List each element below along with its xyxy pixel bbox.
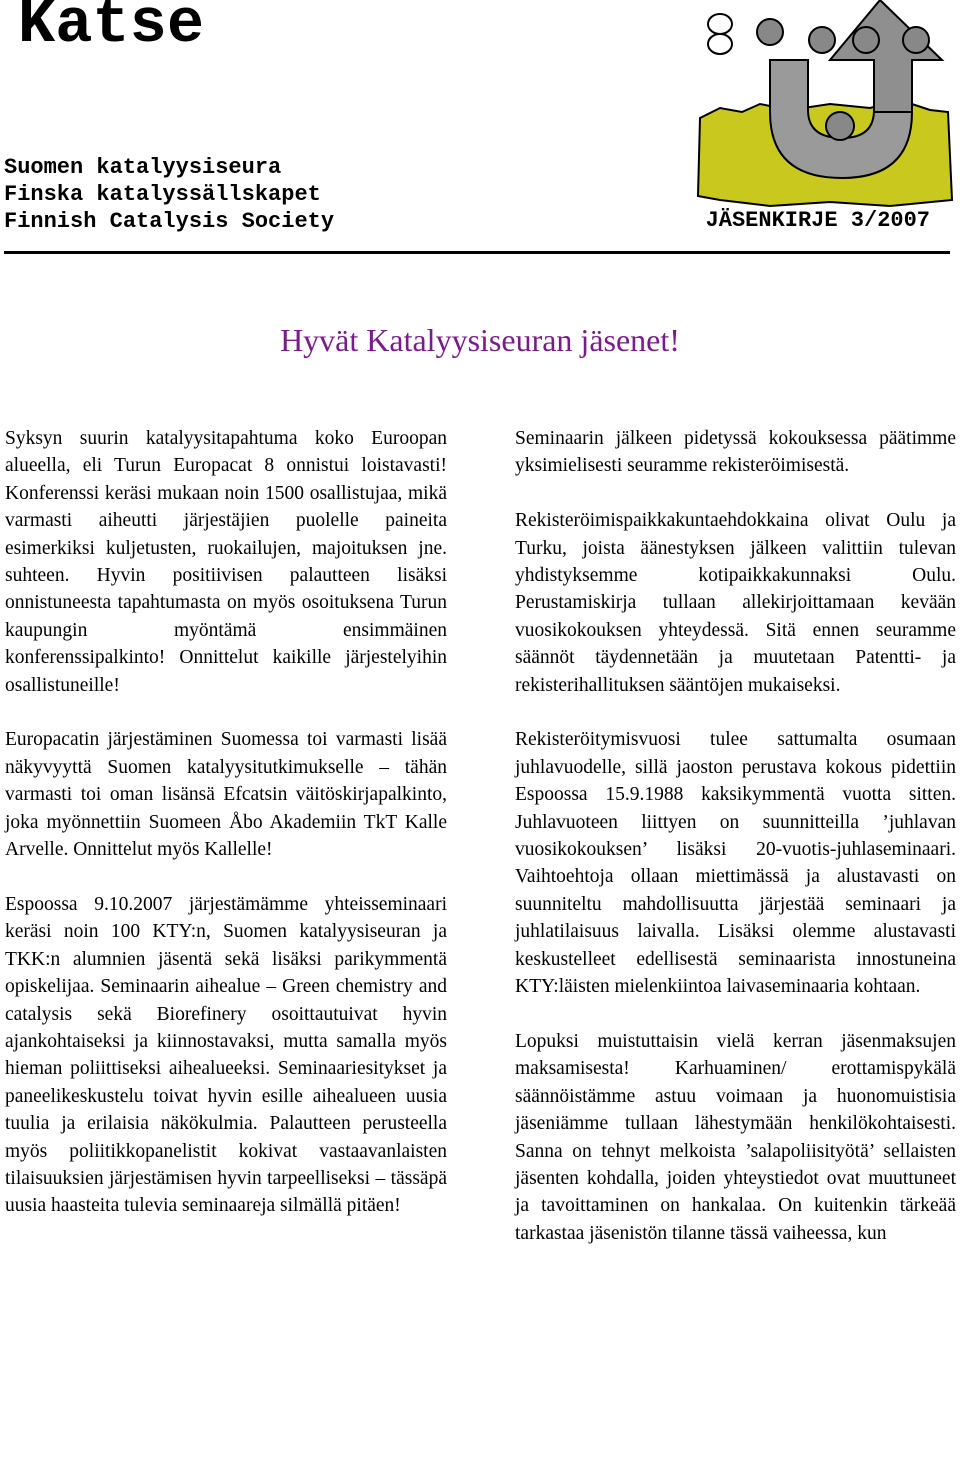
paragraph: Europacatin järjestäminen Suomessa toi varmasti lisää näkyvyyttä Suomen katalyysitutkimukselle – tähän varmasti toi oman lisänsä Efcatsin väitöskirjapalkinto, joka myönnettiin Suomeen Åbo Akademiin TkT Kalle Arvelle. Onnittelut myös Kallelle! (5, 729, 447, 861)
paragraph: Rekisteröimispaikkakuntaehdokkaina olivat Oulu ja Turku, joista äänestyksen jälkeen valittiin tulevan yhdistyksemme kotipaikkakunnaksi Oulu. Perustamiskirja tullaan allekirjoittamaan kevään vuosikokouksen yhteydessä. Sitä ennen seuramme säännöt täydennetään ja muutetaan Patentti- ja rekisterihallituksen sääntöjen mukaiseksi. (515, 510, 956, 696)
society-names (4, 154, 334, 235)
masthead-title: Katse (18, 0, 205, 60)
paragraph: Syksyn suurin katalyysitapahtuma koko Euroopan alueella, eli Turun Europacat 8 onnistui loistavasti! Konferenssi keräsi mukaan noin 1500 osallistujaa, mikä varmasti aiheutti järjestäjien puolelle paineita esimerkiksi kuljetusten, ruokailujen, majoituksen jne. suhteen. Hyvin positiivisen palautteen lisäksi onnistuneesta tapahtumasta on myös osoituksena Turun kaupungin myöntämä ensimmäinen konferenssipalkinto! Onnittelut kaikille järjestelyihin osallistuneille! (5, 428, 447, 696)
letter-headline: Hyvät Katalyysiseuran jäsenet! (280, 322, 680, 358)
katse-logo (680, 0, 960, 212)
left-column (5, 425, 447, 1247)
society-name-sv: Finska katalyssällskapet (4, 182, 321, 207)
header-divider (4, 251, 950, 254)
society-name-fi: Suomen katalyysiseura (4, 155, 282, 180)
society-name-en: Finnish Catalysis Society (4, 209, 335, 234)
right-column (515, 425, 956, 1275)
paragraph: Rekisteröitymisvuosi tulee sattumalta osumaan juhlavuodelle, sillä jaoston perustava kokous pidettiin Espoossa 15.9.1988 kaksikymmentä vuotta sitten. Juhlavuoteen liittyen on suunnitteilla ’juhlavan vuosikokouksen’ lisäksi 20-vuotis-juhlaseminaari. Vaihtoehtoja ollaan miettimässä ja alustavasti on suunniteltu mahdollisuutta järjestää seminaari ja juhlatilaisuus laivalla. Lisäksi olemme alustavasti keskustelleet edellisestä seminaarista innostuneina KTY:läisten mielenkiintoa laivaseminaaria kohtaan. (515, 729, 956, 998)
paragraph: Seminaarin jälkeen pidetyssä kokouksessa päätimme yksimielisesti seuramme rekisteröimisestä. (515, 428, 956, 477)
paragraph: Espoossa 9.10.2007 järjestämämme yhteisseminaari keräsi noin 100 KTY:n, Suomen katalyysiseuran ja TKK:n alumnien jäsentä sekä lisäksi parikymmentä opiskelijaa. Seminaarin aihealue – Green chemistry and catalysis sekä Biorefinery osoittautuivat hyvin ajankohtaiseksi ja kiinnostavaksi, mutta samalla myös hieman poliittiseksi aihealueeksi. Seminaariesitykset ja paneelikeskustelu toivat hyvin esille aihealueen uusia tuulia ja erilaisia näkökulmia. Palautteen perusteella myös poliitikkopanelistit kokivat vastaavanlaisten tilaisuuksien järjestämisen hyvin tarpeelliseksi – tässäpä uusia haasteita tulevia seminaareja silmällä pitäen! (5, 893, 447, 1217)
paragraph: Lopuksi muistuttaisin vielä kerran jäsenmaksujen maksamisesta! Karhuaminen/ erottamispykälä säännöistämme astuu voimaan ja huonomuistisia jäseniämme tullaan lähestymään henkilökohtaisesti. Sanna on tehnyt melkoista ’salapoliisityötä’ sellaisten jäsenten kohdalla, joiden yhteystiedot ovat muuttuneet ja tavoittaminen on hankalaa. On kuitenkin tärkeää tarkastaa jäsenistön tilanne tässä vaiheessa, kun (515, 1030, 956, 1244)
issue-label: JÄSENKIRJE 3/2007 (705, 208, 930, 233)
